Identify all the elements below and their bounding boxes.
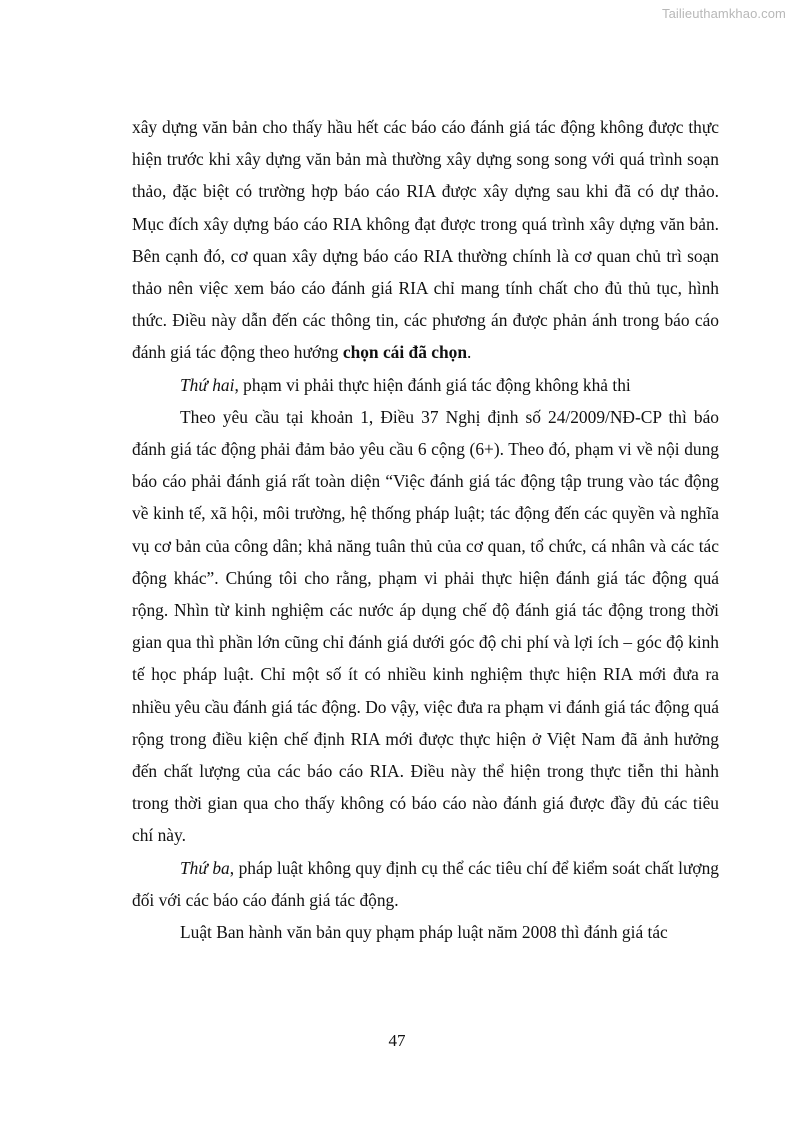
paragraph-text: xây dựng văn bản cho thấy hầu hết các báo cáo đánh giá tác động không được thực hiện trước khi xây dựng văn bản mà thường xây dựng song song với quá trình soạn thảo, đặc biệt có trường hợp báo cáo RIA được xây dựng sau khi đã có dự thảo. Mục đích xây dựng báo cáo RIA không đạt được trong quá trình xây dựng văn bản. Bên cạnh đó, cơ quan xây dựng báo cáo RIA thường chính là cơ quan chủ trì soạn thảo nên việc xem báo cáo đánh giá RIA chỉ mang tính chất cho đủ thủ tục, hình thức. Điều này dẫn đến các thông tin, các phương án được phản ánh trong báo cáo đánh giá tác động theo hướng bbox=[132, 117, 719, 363]
watermark-text: Tailieuthamkhao.com bbox=[661, 6, 786, 21]
document-body bbox=[132, 111, 719, 948]
paragraph-text: , phạm vi phải thực hiện đánh giá tác động không khả thi bbox=[234, 374, 631, 395]
bold-phrase: chọn cái đã chọn bbox=[342, 342, 468, 363]
paragraph-decree-requirements bbox=[132, 401, 719, 852]
paragraph-text: , pháp luật không quy định cụ thể các tiêu chí để kiểm soát chất lượng đối với các báo cáo đánh giá tác động. bbox=[132, 857, 720, 910]
paragraph-text: Theo yêu cầu tại khoản 1, Điều 37 Nghị định số 24/2009/NĐ-CP thì báo đánh giá tác động phải đảm bảo yêu cầu 6 cộng (6+). Theo đó, phạm vi về nội dung báo cáo phải đánh giá rất toàn diện “Việc đánh giá tác động tập trung vào tác động về kinh tế, xã hội, môi trường, hệ thống pháp luật; tác động đến các quyền và nghĩa vụ cơ bản của công dân; khả năng tuân thủ của cơ quan, tổ chức, cá nhân và các tác động khác”. Chúng tôi cho rằng, phạm vi phải thực hiện đánh giá tác động quá rộng. Nhìn từ kinh nghiệm các nước áp dụng chế độ đánh giá tác động trong thời gian qua thì phần lớn cũng chỉ đánh giá dưới góc độ chi phí và lợi ích – góc độ kinh tế học pháp luật. Chỉ một số ít có nhiều kinh nghiệm thực hiện RIA mới đưa ra nhiều yêu cầu đánh giá tác động. Do vậy, việc đưa ra phạm vi đánh giá tác động quá rộng trong điều kiện chế định RIA mới được thực hiện ở Việt Nam đã ảnh hưởng đến chất lượng của các báo cáo RIA. Điều này thể hiện trong thực tiễn thi hành trong thời gian qua cho thấy không có báo cáo nào đánh giá được đầy đủ các tiêu chí này. bbox=[132, 406, 719, 846]
paragraph-tail: . bbox=[467, 342, 472, 363]
paragraph-second-point bbox=[132, 369, 719, 401]
paragraph-ria-process bbox=[132, 111, 719, 369]
paragraph-text: Luật Ban hành văn bản quy phạm pháp luật năm 2008 thì đánh giá tác bbox=[180, 922, 668, 943]
paragraph-third-point bbox=[132, 852, 719, 916]
italic-lead: Thứ ba bbox=[180, 857, 230, 878]
page-number: 47 bbox=[388, 1031, 406, 1050]
paragraph-law-2008 bbox=[132, 916, 719, 948]
italic-lead: Thứ hai bbox=[180, 374, 235, 395]
